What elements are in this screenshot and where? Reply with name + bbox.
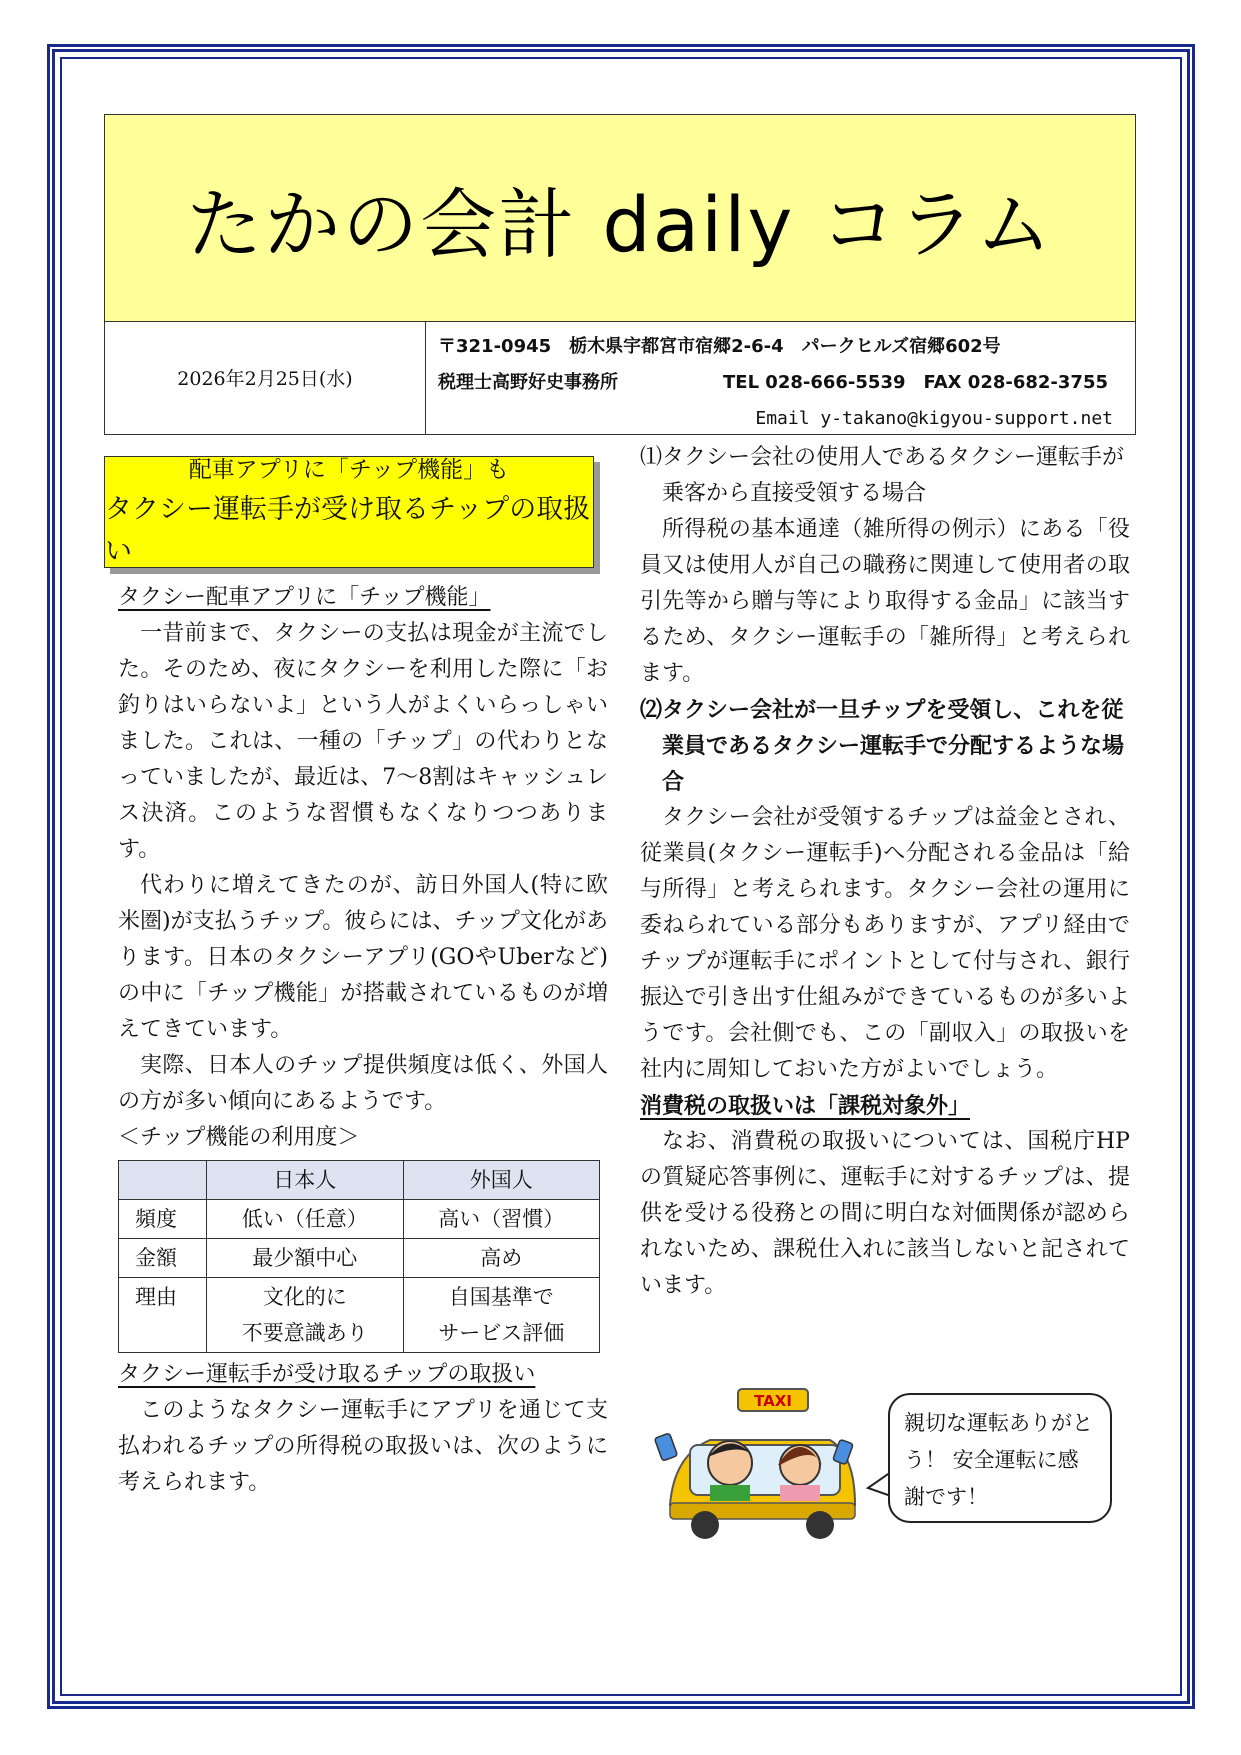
table-header-cell <box>119 1161 207 1200</box>
headline-line2: タクシー運転手が受け取るチップの取扱い <box>105 494 591 567</box>
table-cell: 高め <box>403 1239 600 1278</box>
table-cell: 低い（任意） <box>207 1200 404 1239</box>
table-header-cell: 外国人 <box>403 1161 600 1200</box>
section-heading-driver-tip: タクシー運転手が受け取るチップの取扱い <box>118 1362 536 1387</box>
info-row <box>104 321 1136 435</box>
paragraph: 実際、日本人のチップ提供頻度は低く、外国人の方が多い傾向にあるようです。 <box>118 1053 608 1114</box>
taxi-illustration <box>650 1385 860 1545</box>
table-cell: 高い（習慣） <box>403 1200 600 1239</box>
article-headline <box>104 456 594 568</box>
page-title: たかの会計 daily コラム <box>186 179 1054 269</box>
contact-block <box>426 321 1135 434</box>
section-heading-app-tip: タクシー配車アプリに「チップ機能」 <box>118 585 491 610</box>
table-header-cell: 日本人 <box>207 1161 404 1200</box>
table-row-label: 金額 <box>119 1239 207 1278</box>
paragraph: 代わりに増えてきたのが、訪日外国人(特に欧米圏)が支払うチップ。彼らには、チップ文化があります。日本のタクシーアプリ(GOやUberなど)の中に「チップ機能」が搭載されているものが増えてきています。 <box>118 873 608 1042</box>
tel-fax: TEL 028-666-5539 FAX 028-682-3755 <box>723 372 1108 393</box>
case-1-title: ⑴タクシー会社の使用人であるタクシー運転手が乗客から直接受領する場合 <box>640 445 1125 506</box>
table-cell: 最少額中心 <box>207 1239 404 1278</box>
left-column <box>118 580 608 1501</box>
paragraph: 所得税の基本通達（雑所得の例示）にある「役員又は使用人が自己の職務に関連して使用者の取引先等から贈与等により取得する金品」に該当するため、タクシー運転手の「雑所得」と考えられます。 <box>640 517 1130 686</box>
table-cell: 自国基準で サービス評価 <box>403 1278 600 1353</box>
table-row-label: 理由 <box>119 1278 207 1353</box>
paragraph: 一昔前まで、タクシーの支払は現金が主流でした。そのため、夜にタクシーを利用した際に「お釣りはいらないよ」という人がよくいらっしゃいました。これは、一種の「チップ」の代わりとなっていましたが、最近は、7〜8割はキャッシュレス決済。このような習慣もなくなりつつあります。 <box>118 621 608 862</box>
table-row-label: 頻度 <box>119 1200 207 1239</box>
taxi-sign-text: TAXI <box>754 1392 792 1410</box>
section-heading-consumption-tax: 消費税の取扱いは「課税対象外」 <box>640 1093 971 1119</box>
table-row <box>119 1200 600 1239</box>
speech-bubble: 親切な運転ありがとう！ 安全運転に感謝です！ <box>888 1393 1112 1523</box>
issue-date: 2026年2月25日(水) <box>105 321 426 434</box>
table-row <box>119 1278 600 1353</box>
headline-line1: 配車アプリに「チップ機能」も <box>188 457 510 483</box>
address: 〒321-0945 栃木県宇都宮市宿郷2-6-4 パークヒルズ宿郷602号 <box>438 336 1001 357</box>
paragraph: タクシー会社が受領するチップは益金とされ、従業員(タクシー運転手)へ分配される金品は「給与所得」と考えられます。タクシー会社の運用に委ねられている部分もありますが、アプリ経由でチップが運転手にポイントとして付与され、銀行振込で引き出す仕組みができているものが多いようです。会社側でも、この「副収入」の取扱いを社内に周知しておいた方がよいでしょう。 <box>640 805 1130 1082</box>
case-2-title: ⑵タクシー会社が一旦チップを受領し、これを従業員であるタクシー運転手で分配するような場合 <box>640 697 1125 795</box>
paragraph: なお、消費税の取扱いについては、国税庁HPの質疑応答事例に、運転手に対するチップは、提供を受ける役務との間に明白な対価関係が認められないため、課税仕入れに該当しないと記されています。 <box>640 1129 1130 1298</box>
usage-table <box>118 1160 600 1353</box>
title-banner <box>104 114 1136 322</box>
table-row <box>119 1239 600 1278</box>
email: Email y-takano@kigyou-support.net <box>755 408 1113 429</box>
paragraph: このようなタクシー運転手にアプリを通じて支払われるチップの所得税の取扱いは、次のように考えられます。 <box>118 1398 608 1495</box>
office-line <box>438 365 1123 401</box>
right-column <box>640 440 1130 1304</box>
table-title: ＜チップ機能の利用度＞ <box>118 1125 360 1150</box>
office-name: 税理士高野好史事務所 <box>438 372 618 393</box>
table-cell: 文化的に 不要意識あり <box>207 1278 404 1353</box>
table-header-row <box>119 1161 600 1200</box>
